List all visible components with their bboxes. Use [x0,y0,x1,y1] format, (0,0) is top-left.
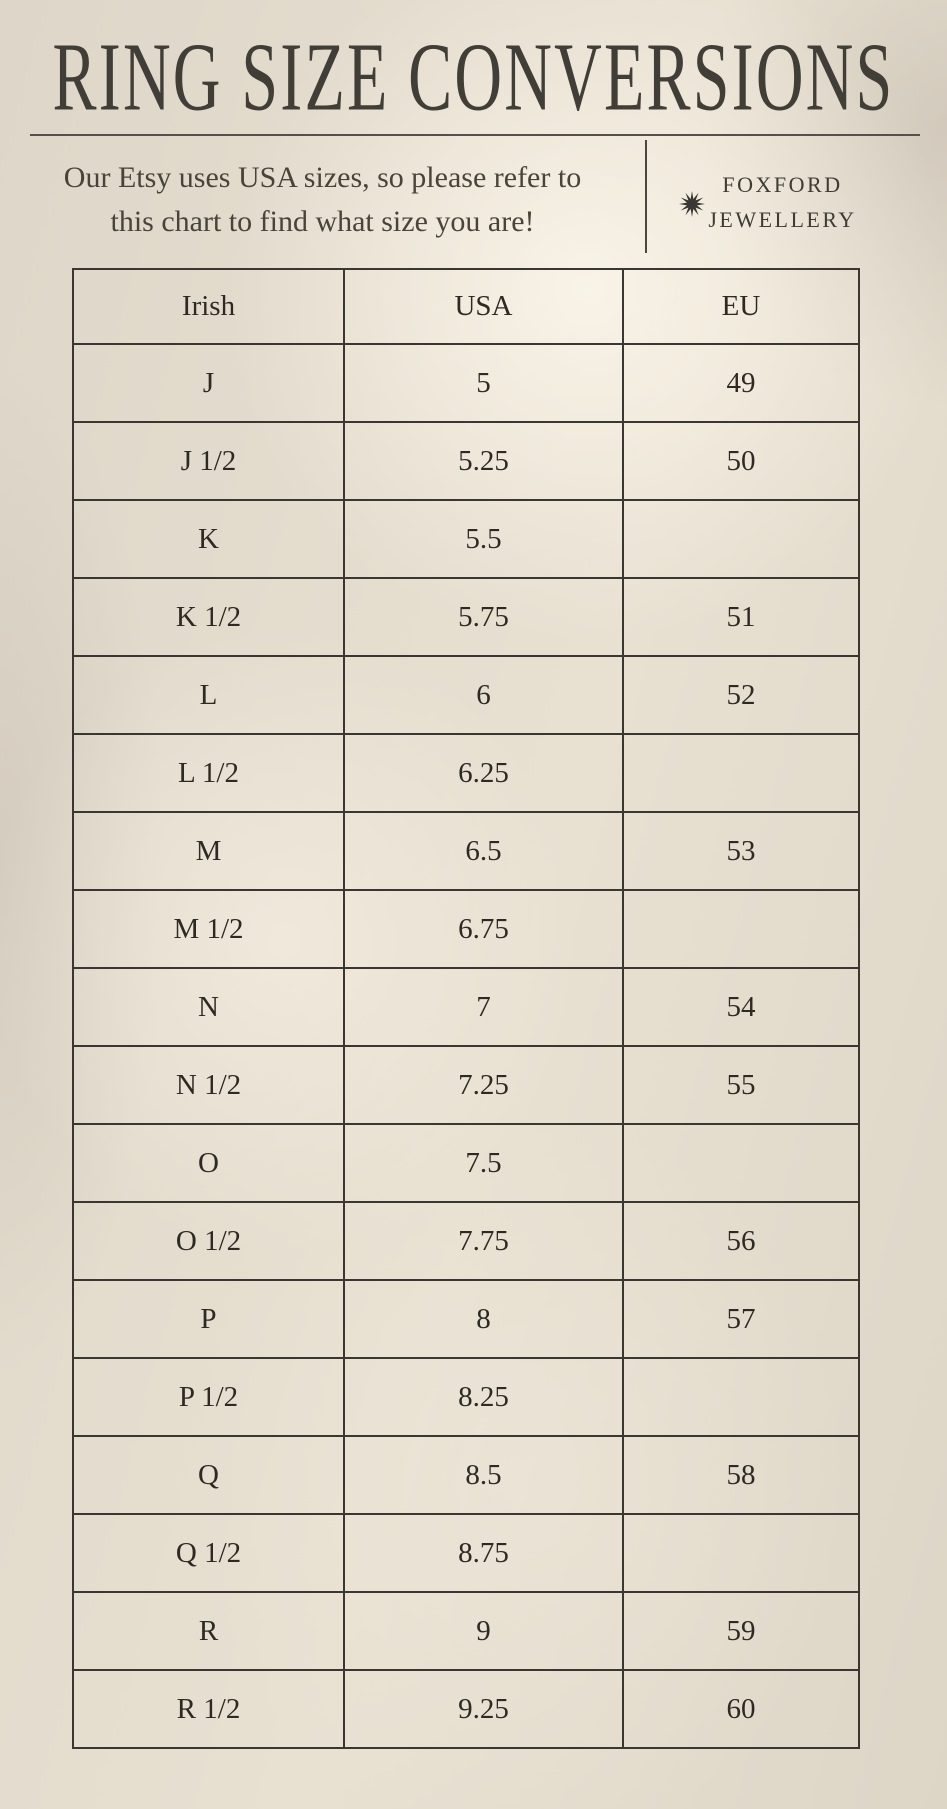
column-header-eu: EU [623,269,859,344]
table-row [73,1358,859,1436]
table-cell-irish: P [73,1280,344,1358]
table-cell-usa: 8.25 [344,1358,623,1436]
brand-logo [675,167,890,237]
header-divider [645,140,647,253]
table-row [73,1670,859,1748]
table-cell-usa: 5.25 [344,422,623,500]
table-cell-eu: 56 [623,1202,859,1280]
table-row [73,1202,859,1280]
subtitle [30,156,615,244]
table-cell-eu [623,1124,859,1202]
table-cell-eu [623,890,859,968]
table-cell-usa: 8 [344,1280,623,1358]
table-cell-irish: N [73,968,344,1046]
table-cell-irish: O [73,1124,344,1202]
table-cell-irish: L 1/2 [73,734,344,812]
subtitle-line-1: Our Etsy uses USA sizes, so please refer to [63,161,582,194]
table-cell-eu [623,1514,859,1592]
table-row [73,734,859,812]
table-cell-usa: 7.5 [344,1124,623,1202]
table-row [73,422,859,500]
table-row [73,1280,859,1358]
table-cell-usa: 5.75 [344,578,623,656]
table-cell-eu: 57 [623,1280,859,1358]
table-header-row [73,269,859,344]
table-cell-usa: 5 [344,344,623,422]
brand-name-line-1: FOXFORD [722,172,843,197]
table-cell-irish: M [73,812,344,890]
table-cell-irish: K [73,500,344,578]
table-cell-usa: 8.75 [344,1514,623,1592]
table-cell-eu [623,500,859,578]
table-cell-eu: 49 [623,344,859,422]
table-cell-irish: J 1/2 [73,422,344,500]
table-row [73,578,859,656]
table-row [73,1124,859,1202]
brand-name-line-2: JEWELLERY [708,207,857,232]
table-cell-irish: R [73,1592,344,1670]
table-cell-irish: L [73,656,344,734]
title-underline [30,134,920,136]
table-cell-usa: 6.75 [344,890,623,968]
table-row [73,1046,859,1124]
table-cell-usa: 7.25 [344,1046,623,1124]
table-cell-irish: M 1/2 [73,890,344,968]
table-cell-usa: 9.25 [344,1670,623,1748]
table-row [73,812,859,890]
table-cell-eu: 60 [623,1670,859,1748]
table-cell-irish: K 1/2 [73,578,344,656]
table-cell-usa: 7.75 [344,1202,623,1280]
table-row [73,1514,859,1592]
table-cell-usa: 7 [344,968,623,1046]
table-cell-eu: 50 [623,422,859,500]
table-cell-eu: 52 [623,656,859,734]
table-cell-eu: 51 [623,578,859,656]
table-cell-eu [623,734,859,812]
table-cell-eu: 54 [623,968,859,1046]
subtitle-line-2: this chart to find what size you are! [110,205,535,238]
column-header-usa: USA [344,269,623,344]
table-cell-eu: 55 [623,1046,859,1124]
table-row [73,656,859,734]
table-row [73,500,859,578]
table-cell-usa: 8.5 [344,1436,623,1514]
conversion-table [72,268,860,1749]
table-cell-usa: 5.5 [344,500,623,578]
table-cell-usa: 6.25 [344,734,623,812]
table-cell-usa: 9 [344,1592,623,1670]
page-title: RING SIZE CONVERSIONS [52,23,895,131]
table-cell-irish: R 1/2 [73,1670,344,1748]
table-cell-eu: 58 [623,1436,859,1514]
table-cell-irish: Q 1/2 [73,1514,344,1592]
table-cell-irish: O 1/2 [73,1202,344,1280]
table-cell-usa: 6.5 [344,812,623,890]
table-cell-irish: N 1/2 [73,1046,344,1124]
column-header-irish: Irish [73,269,344,344]
table-cell-irish: J [73,344,344,422]
table-cell-eu: 59 [623,1592,859,1670]
table-row [73,890,859,968]
table-cell-eu: 53 [623,812,859,890]
table-row [73,1592,859,1670]
table-row [73,968,859,1046]
table-cell-irish: P 1/2 [73,1358,344,1436]
starburst-icon [679,191,705,217]
table-cell-eu [623,1358,859,1436]
table-cell-irish: Q [73,1436,344,1514]
table-row [73,1436,859,1514]
table-body [73,344,859,1748]
table-cell-usa: 6 [344,656,623,734]
table-row [73,344,859,422]
